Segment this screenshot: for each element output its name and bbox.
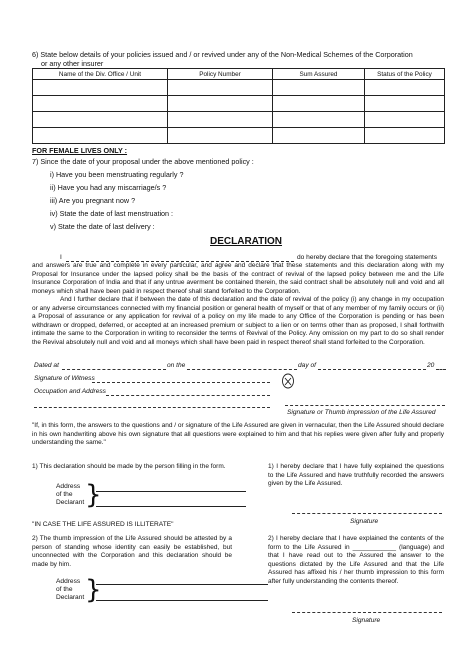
table-cell[interactable] [365,112,445,128]
q7-text: 7) Since the date of your proposal under the above mentioned policy : [32,157,254,166]
declaration-i: I [60,254,62,261]
illiterate-left-2: 2) The thumb impression of the Life Assured should be attested by a person of standing whose identity can easily be established, but unconnected with the Corporation and this declaration should be made by him. [32,535,232,568]
address-brace-1: } [85,480,102,510]
signature-label-2: Signature [352,617,381,624]
signature-label-1: Signature [350,518,379,525]
address-label-1: Address [56,483,81,490]
table-cell[interactable] [168,128,273,144]
table-row [33,80,445,96]
table-cell[interactable] [168,96,273,112]
dated-at-label: Dated at [34,362,59,369]
column-header-office: Name of the Div. Office / Unit [33,69,168,80]
day-of-field[interactable] [318,369,426,370]
year-label: 20 [427,362,435,369]
address-field-2a[interactable] [96,584,268,585]
declaration-p1-body: and answers are true and complete in every particular, and agree and declare that these statements and this declaration along with my Proposal for Insurance under the lapsed policy shall be the basis of the contract of revival of the lapsed policy between me and the Life Insurance Corporation of India and that if any untrue averment be contained therein, the said contract shall be absolutely null and void and all moneys which shall have been paid in respect thereof shall stand forfeited to the Corporation. [32,262,444,295]
female-lives-heading: FOR FEMALE LIVES ONLY : [32,146,128,155]
column-header-status: Status of the Policy [365,69,445,80]
occupation-field[interactable] [106,395,270,396]
illiterate-heading: "IN CASE THE LIFE ASSURED IS ILLITERATE" [32,521,174,528]
on-the-label: on the [167,362,186,369]
thumb-impression-caption: Signature or Thumb impression of the Life Assured [287,409,436,416]
thumb-impression-field[interactable] [285,405,445,406]
table-cell[interactable] [365,80,445,96]
thumb-impression-icon [280,372,296,390]
vernacular-left-1: 1) This declaration should be made by the person filling in the form. [32,463,226,470]
female-item-1: i) Have you been menstruating regularly ? [50,170,184,179]
address-of-the-2: of the [56,586,73,593]
address-field-1b[interactable] [96,506,246,507]
signature-witness-field[interactable] [92,382,270,383]
female-item-2: ii) Have you had any miscarriage/s ? [50,183,167,192]
table-cell[interactable] [273,96,365,112]
address-declarant-2: Declarant [56,594,85,601]
signature-field-1[interactable] [292,513,442,514]
illiterate-right-2: 2) I hereby declare that I have explained the contents of the form to the Life Assured in ____________ (language) and that I have read out to the Assured the answer to the questions dictated by the Life Assured and that the Life Assured has affixed his / her thumb impression to this form after fully understanding the contents thereof. [268,535,444,585]
address-brace-2: } [85,575,102,605]
occupation-label: Occupation and Address [34,388,106,395]
table-cell[interactable] [168,112,273,128]
female-item-5: v) State the date of last delivery : [50,222,155,231]
table-cell[interactable] [273,112,365,128]
female-item-4: iv) State the date of last menstruation : [50,209,174,218]
table-cell[interactable] [33,112,168,128]
table-cell[interactable] [273,128,365,144]
year-field[interactable] [436,369,446,370]
signature-field-2[interactable] [292,612,442,613]
table-row [33,112,445,128]
vernacular-para: "If, in this form, the answers to the questions and / or signature of the Life Assured are given in vernacular, then the Life Assured should declare in his own handwriting above his own signature that all questions were explained to him and that his replies were given after fully and properly understanding the same." [32,422,444,447]
table-cell[interactable] [33,128,168,144]
vernacular-right-1: 1) I hereby declare that I have fully explained the questions to the Life Assured and have truthfully recorded the answers given by the Life Assured. [268,463,444,488]
female-item-3: iii) Are you pregnant now ? [50,196,136,205]
occupation-field-2[interactable] [34,407,270,408]
day-of-label: day of [298,362,316,369]
policy-table [32,68,445,144]
table-cell[interactable] [273,80,365,96]
address-of-the-1: of the [56,491,73,498]
declaration-p1-tail: do hereby declare that the foregoing statements [297,254,438,261]
address-field-1a[interactable] [96,491,246,492]
address-label-2: Address [56,578,81,585]
table-cell[interactable] [168,80,273,96]
on-the-field[interactable] [187,369,297,370]
address-field-2b[interactable] [96,600,268,601]
table-cell[interactable] [365,128,445,144]
signature-witness-label: Signature of Witness [34,375,95,382]
column-header-policy-number: Policy Number [168,69,273,80]
declaration-title: DECLARATION [210,236,283,247]
table-cell[interactable] [33,96,168,112]
address-declarant-1: Declarant [56,499,85,506]
table-cell[interactable] [33,80,168,96]
table-cell[interactable] [365,96,445,112]
q6-text-line1: 6) State below details of your policies issued and / or revived under any of the Non-Medical Schemes of the Corporation [32,50,413,59]
declaration-p2: And I further declare that if between the date of this declaration and the date of revival of the policy (i) any change in my occupation or any adverse circumstances connected with my financial position or general health of myself or that of any member of my family occurs or (ii) a Proposal of assurance or any application for revival of a policy on my life made to any Office of the Corporation is pending or has been withdrawn or dropped, deferred, or accepted at an increased premium or subject to a lien or on terms other than as proposed, I shall forthwith intimate the same to the Corporation in writing to reconsider the terms of Revival of the Policy. Any omission on my part to do so shall render the Revival absolutely null and void and all moneys which shall have been paid in respect thereof shall stand forfeited to the Corporation. [32,296,444,346]
table-row [33,96,445,112]
q6-text-line2: or any other insurer [41,59,104,68]
table-row [33,128,445,144]
column-header-sum-assured: Sum Assured [273,69,365,80]
dated-at-field[interactable] [62,369,166,370]
